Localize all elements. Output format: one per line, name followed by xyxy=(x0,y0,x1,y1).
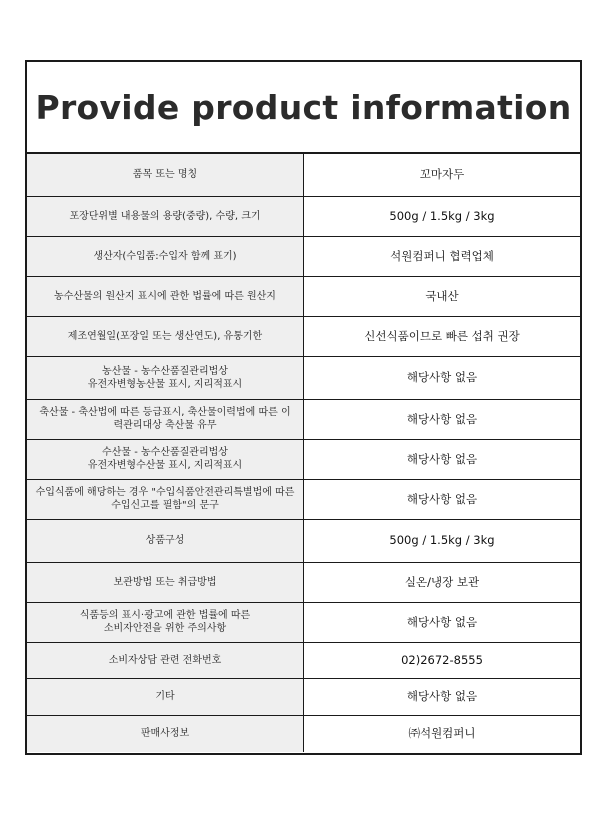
row-label-text: 판매사정보 xyxy=(140,728,190,740)
table-row xyxy=(27,439,580,479)
row-label-text: 상품구성 xyxy=(145,535,185,546)
table-row xyxy=(27,519,580,562)
table-body xyxy=(27,154,580,752)
table-row xyxy=(27,715,580,752)
table-row xyxy=(27,602,580,642)
row-value-cell: ㈜석원컴퍼니 xyxy=(408,726,476,741)
row-label-text: 축산물 - 축산법에 따른 등급표시, 축산물이력법에 따른 이 xyxy=(39,407,291,418)
row-label-text: 유전자변형수산물 표시, 지리적표시 xyxy=(87,460,243,471)
row-label-text: 수산물 - 농수산품질관리법상 xyxy=(102,447,228,458)
row-label-text: 제조연월일(포장일 또는 생산연도), 유통기한 xyxy=(67,330,263,342)
row-label-cell xyxy=(27,316,304,356)
table-row xyxy=(27,316,580,356)
row-value-cell: 해당사항 없음 xyxy=(304,479,581,519)
row-label-text: 유전자변형농산물 표시, 지리적표시 xyxy=(87,378,243,390)
row-label-cell xyxy=(27,399,304,439)
row-label-cell xyxy=(27,276,304,316)
row-label-cell xyxy=(27,519,304,562)
table-row xyxy=(27,562,580,602)
row-value-cell: 해당사항 없음 xyxy=(304,678,581,715)
table-row xyxy=(27,399,580,439)
row-value-cell: 500g / 1.5kg / 3kg xyxy=(304,519,581,562)
table-row xyxy=(27,276,580,316)
table-row xyxy=(27,479,580,519)
row-label-text: 농산물 - 농수산품질관리법상 xyxy=(102,365,228,377)
product-info-sheet xyxy=(25,60,582,755)
row-label-text: 생산자(수입품:수입자 함께 표기) xyxy=(93,250,237,262)
row-label-text: 보관방법 또는 취급방법 xyxy=(113,576,217,588)
row-label-cell xyxy=(27,196,304,236)
row-value-cell: 해당사항 없음 xyxy=(304,602,581,642)
row-label-cell xyxy=(27,236,304,276)
row-value-cell: 석원컴퍼니 협력업체 xyxy=(304,236,581,276)
row-label-cell xyxy=(27,642,304,678)
table-row xyxy=(27,196,580,236)
row-value-cell: 실온/냉장 보관 xyxy=(304,562,581,602)
table-row xyxy=(27,236,580,276)
row-value-cell: 꼬마자두 xyxy=(304,154,581,196)
row-label-text: 소비자상담 관련 전화번호 xyxy=(108,654,222,666)
row-label-text: 농수산물의 원산지 표시에 관한 법률에 따른 원산지 xyxy=(54,290,276,302)
page-title: Provide product information xyxy=(35,87,572,127)
row-value-cell: 국내산 xyxy=(304,276,581,316)
row-label-cell xyxy=(27,602,304,642)
row-label-cell xyxy=(27,439,304,479)
row-label-cell xyxy=(27,562,304,602)
row-value-cell: 신선식품이므로 빠른 섭취 권장 xyxy=(304,316,581,356)
table-row xyxy=(27,356,580,399)
row-label-cell xyxy=(27,715,304,752)
row-label-cell xyxy=(27,356,304,399)
row-label-text: 품목 또는 명칭 xyxy=(132,169,198,181)
table-row xyxy=(27,642,580,678)
row-label-text: 력관리대상 축산물 유무 xyxy=(113,420,217,431)
row-value-cell: 해당사항 없음 xyxy=(304,399,581,439)
table-row xyxy=(27,678,580,715)
row-label-text: 식품등의 표시·광고에 관한 법률에 따른 xyxy=(79,610,251,621)
row-value-cell: 02)2672-8555 xyxy=(304,642,581,678)
title-bar xyxy=(27,62,580,154)
row-value-cell: 해당사항 없음 xyxy=(304,439,581,479)
row-value-cell: 500g / 1.5kg / 3kg xyxy=(304,196,581,236)
row-label-cell xyxy=(27,479,304,519)
row-label-text: 기타 xyxy=(155,691,175,702)
row-label-cell xyxy=(27,678,304,715)
row-label-text: 포장단위별 내용물의 용량(중량), 수량, 크기 xyxy=(69,210,261,222)
row-value-cell: 해당사항 없음 xyxy=(304,356,581,399)
product-info-table xyxy=(27,154,580,752)
table-row xyxy=(27,154,580,196)
row-label-text: 수입식품에 해당하는 경우 "수입식품안전관리특별법에 따른 xyxy=(35,487,295,498)
row-label-text: 수입신고를 필함"의 문구 xyxy=(111,500,219,511)
row-label-text: 소비자안전을 위한 주의사항 xyxy=(103,623,227,634)
row-label-cell xyxy=(27,154,304,196)
